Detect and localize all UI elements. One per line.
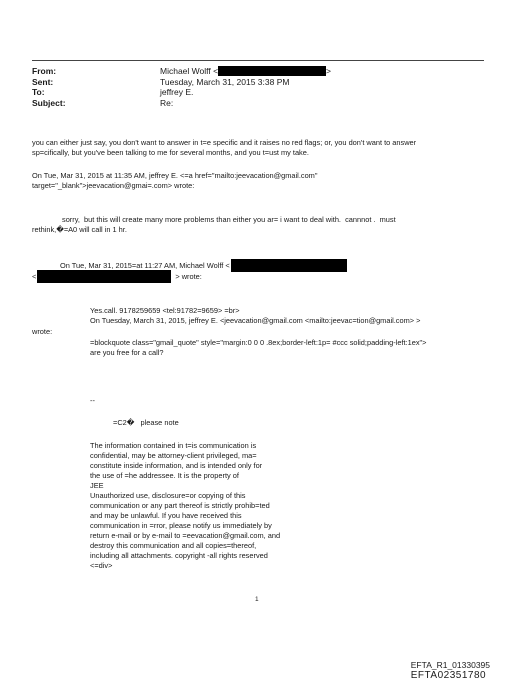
subject-value: Re: (160, 97, 174, 108)
quote1-line2-prefix: < (32, 271, 37, 281)
to-label: To: (32, 87, 45, 97)
sent-label: Sent: (32, 76, 54, 87)
reply-line1: Yes.call. 9178259659 <tel:91782=9659> =br> (90, 306, 240, 315)
disclaimer-line: including all attachments. copyright -all rights reserved (90, 551, 268, 560)
from-value: Michael Wolff < (160, 66, 219, 76)
disclaimer-line: The information contained in t=is communication is (90, 441, 257, 450)
from-tail: > (326, 66, 331, 76)
disclaimer-line: destroy this communication and all copies=thereof, (90, 541, 257, 550)
disclaimer-line: the use of =he addressee. It is the property of (90, 471, 239, 480)
email-header (32, 66, 492, 108)
para1-line1: you can either just say, you don't want to answer in t=e specific and it raises no red flags; or, you don't want to answer (32, 138, 417, 147)
disclaimer-line: JEE (90, 481, 104, 490)
disclaimer-line: return e-mail or by e-mail to =eevacation@gmail.com, and (90, 531, 281, 540)
para2-line1: On Tue, Mar 31, 2015 at 11:35 AM, jeffrey E. <=a href="mailto:jeevacation@gmail.com" (32, 171, 318, 180)
to-row (32, 87, 492, 98)
quote1-line2 (32, 270, 202, 283)
to-value: jeffrey E. (160, 87, 194, 97)
redaction-box (231, 259, 347, 272)
disclaimer-line: Unauthorized use, disclosure=or copying of this (90, 491, 246, 500)
disclaimer-line: confidential, may be attorney-client privileged, ma= (90, 451, 257, 460)
from-label: From: (32, 66, 57, 76)
bates-number-2: EFTA02351780 (410, 670, 487, 681)
para3-line2: rethink,�=A0 will call in 1 hr. (32, 225, 127, 234)
bates-number-1: EFTA_R1_01330395 (410, 660, 490, 670)
reply-line2: On Tuesday, March 31, 2015, jeffrey E. <jeevacation@gmail.com <mailto:jeevac=tion@gmail.com> > (90, 316, 421, 325)
sent-value: Tuesday, March 31, 2015 3:38 PM (160, 76, 290, 87)
subject-row (32, 98, 492, 109)
reply-line3: =blockquote class="gmail_quote" style="margin:0 0 0 .8ex;border-left:1p= #ccc solid;padding-left:1ex"> (90, 338, 427, 347)
disclaimer-line: constitute inside information, and is intended only for (90, 461, 263, 470)
para2-line2: target="_blank">jeevacation@gmai=.com> wrote: (32, 181, 195, 190)
header-rule (32, 60, 484, 61)
quote1-line2-suffix: > wrote: (175, 271, 202, 281)
reply-line4: are you free for a call? (90, 348, 164, 357)
subject-label: Subject: (32, 97, 66, 108)
signature-dashes: -- (90, 396, 95, 405)
disclaimer-line: <=div> (90, 561, 113, 570)
disclaimer-line: and may be unlawful. If you have received this (90, 511, 242, 520)
disclaimer-line: communication or any part thereof is strictly prohib=ted (90, 501, 270, 510)
quote1-line1-text: On Tue, Mar 31, 2015=at 11:27 AM, Michael Wolff < (60, 260, 230, 270)
bates-footer (411, 660, 490, 682)
redaction-box (218, 66, 326, 76)
para1-line2: sp=cifically, but you've been talking to me for several months, and you t=ust my take. (32, 148, 309, 157)
page-number: 1 (255, 596, 259, 603)
wrote-label: wrote: (32, 327, 53, 336)
para3-line1: sorry, but this will create many more problems than either you ar= i want to deal with. cannnot . must (62, 215, 396, 224)
from-row (32, 66, 492, 77)
please-note: =C2� please note (113, 418, 179, 427)
disclaimer-line: communication in =rror, please notify us immediately by (90, 521, 272, 530)
sent-row (32, 77, 492, 88)
redaction-box (37, 270, 171, 283)
